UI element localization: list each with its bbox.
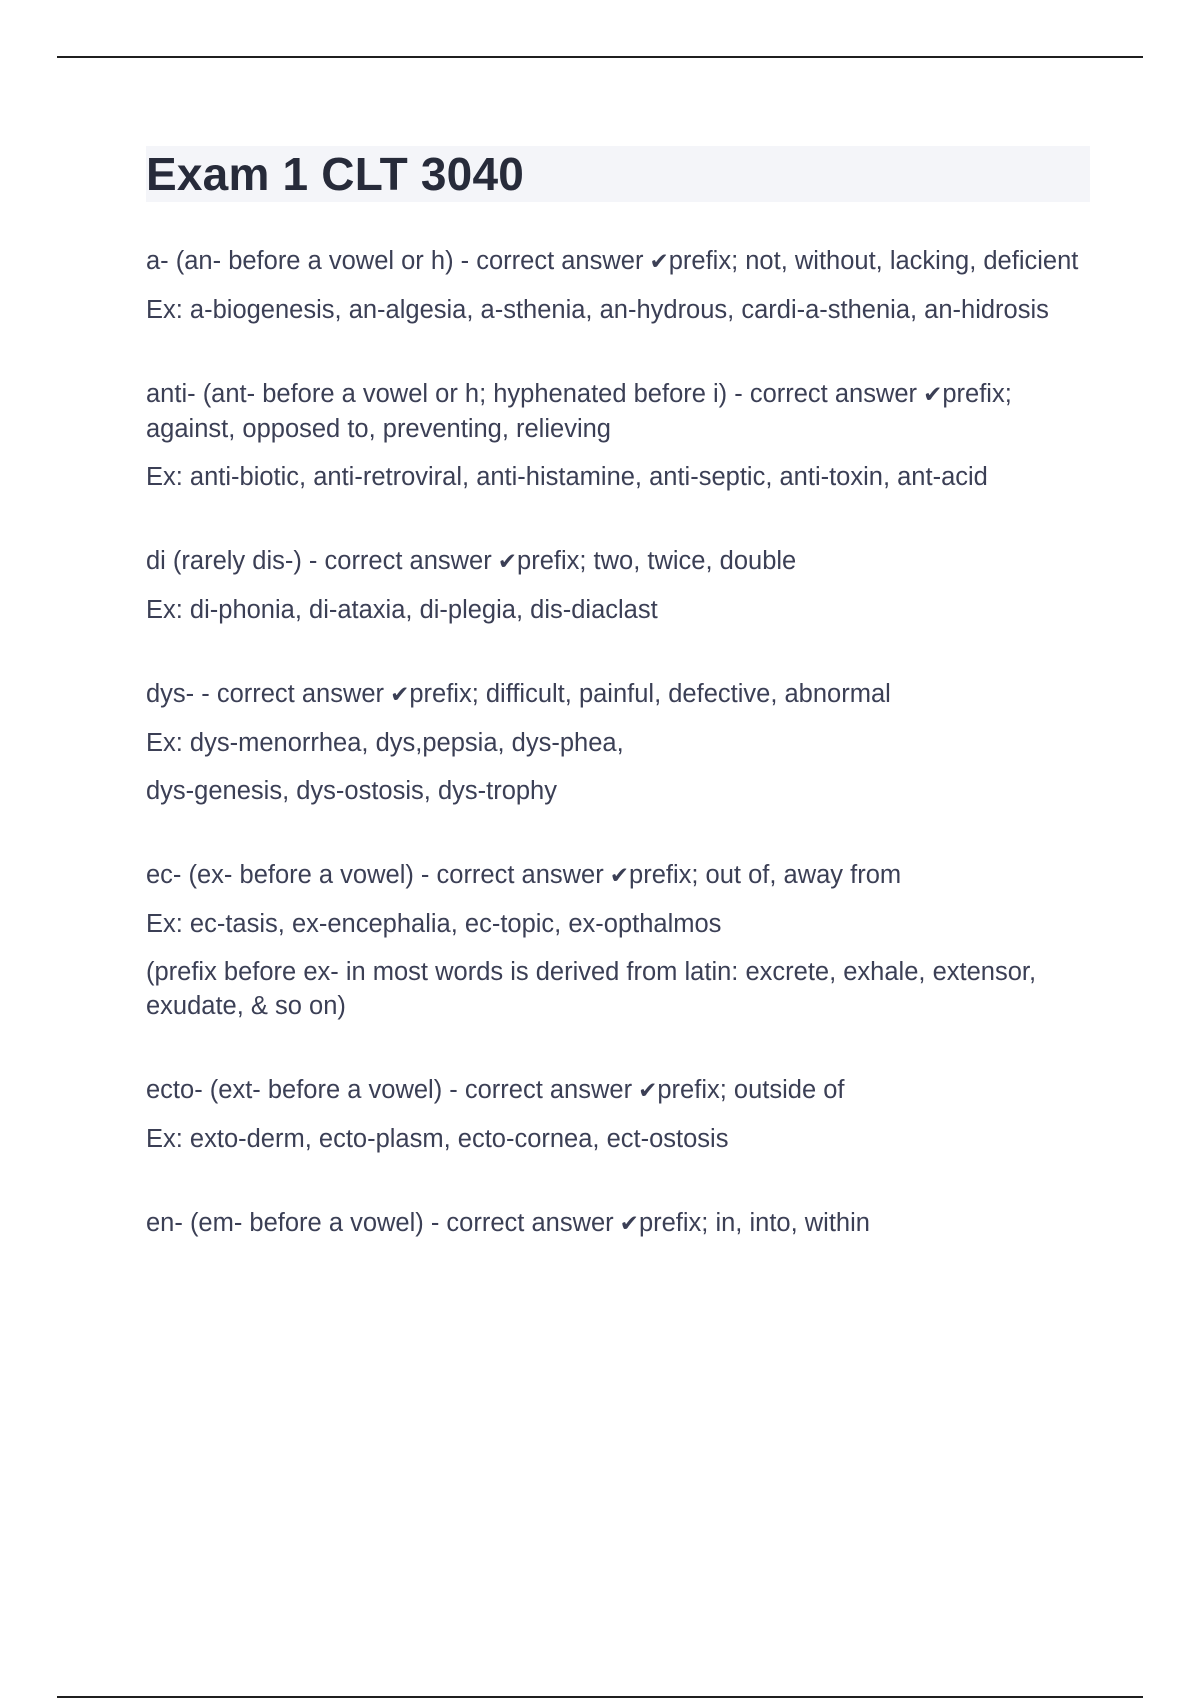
checkmark-icon: ✔ bbox=[390, 682, 410, 708]
term-line bbox=[146, 1073, 1090, 1108]
example-line: Ex: dys-menorrhea, dys,pepsia, dys-phea, bbox=[146, 729, 624, 757]
top-rule bbox=[57, 56, 1143, 58]
checkmark-icon: ✔ bbox=[649, 249, 669, 275]
term-text: ec- (ex- before a vowel) - correct answer bbox=[146, 861, 604, 889]
term-line bbox=[146, 677, 1090, 712]
checkmark-icon: ✔ bbox=[619, 1211, 639, 1237]
term-line bbox=[146, 377, 1090, 446]
example-line: dys-genesis, dys-ostosis, dys-trophy bbox=[146, 777, 557, 805]
checkmark-icon: ✔ bbox=[923, 382, 943, 408]
definition-text: prefix; in, into, within bbox=[638, 1209, 870, 1237]
example-line: (prefix before ex- in most words is derived from latin: excrete, exhale, extensor, exudate, & so on) bbox=[146, 958, 1037, 1020]
term-line bbox=[146, 544, 1090, 579]
example-line: Ex: anti-biotic, anti-retroviral, anti-histamine, anti-septic, anti-toxin, ant-acid bbox=[146, 463, 988, 491]
term-text: dys- - correct answer bbox=[146, 680, 385, 708]
checkmark-icon: ✔ bbox=[497, 549, 518, 575]
document-body bbox=[146, 146, 1090, 1291]
term-text: ecto- (ext- before a vowel) - correct answer bbox=[146, 1076, 633, 1104]
term-line bbox=[146, 244, 1090, 279]
example-line: Ex: a-biogenesis, an-algesia, a-sthenia, an-hydrous, cardi-a-sthenia, an-hidrosis bbox=[146, 296, 1049, 324]
example-line: Ex: ec-tasis, ex-encephalia, ec-topic, ex-opthalmos bbox=[146, 910, 722, 938]
title-bar bbox=[146, 146, 1090, 202]
flashcard-entry bbox=[146, 858, 1090, 1023]
checkmark-icon: ✔ bbox=[638, 1078, 658, 1104]
definition-text: prefix; not, without, lacking, deficient bbox=[668, 247, 1079, 275]
bottom-rule bbox=[57, 1696, 1143, 1698]
example-line: Ex: exto-derm, ecto-plasm, ecto-cornea, ect-ostosis bbox=[146, 1125, 729, 1153]
definition-text: prefix; difficult, painful, defective, abnormal bbox=[409, 680, 891, 708]
term-text: a- (an- before a vowel or h) - correct answer bbox=[146, 247, 644, 275]
flashcard-entry bbox=[146, 544, 1090, 627]
term-line bbox=[146, 858, 1090, 893]
term-text: di (rarely dis-) - correct answer bbox=[146, 547, 492, 575]
flashcard-entry bbox=[146, 377, 1090, 494]
term-text: anti- (ant- before a vowel or h; hyphenated before i) - correct answer bbox=[146, 380, 918, 408]
flashcard-entry bbox=[146, 677, 1090, 808]
page-title: Exam 1 CLT 3040 bbox=[146, 148, 525, 200]
checkmark-icon: ✔ bbox=[609, 863, 630, 889]
flashcard-entry bbox=[146, 1073, 1090, 1156]
flashcard-entry bbox=[146, 244, 1090, 327]
flashcard-list bbox=[146, 244, 1090, 1291]
definition-text: prefix; against, opposed to, preventing, relieving bbox=[146, 380, 1012, 443]
example-line: Ex: di-phonia, di-ataxia, di-plegia, dis-diaclast bbox=[146, 596, 658, 624]
definition-text: prefix; out of, away from bbox=[629, 861, 902, 889]
flashcard-entry bbox=[146, 1206, 1090, 1241]
definition-text: prefix; two, twice, double bbox=[517, 547, 797, 575]
term-line bbox=[146, 1206, 1090, 1241]
definition-text: prefix; outside of bbox=[657, 1076, 845, 1104]
term-text: en- (em- before a vowel) - correct answer bbox=[146, 1209, 614, 1237]
